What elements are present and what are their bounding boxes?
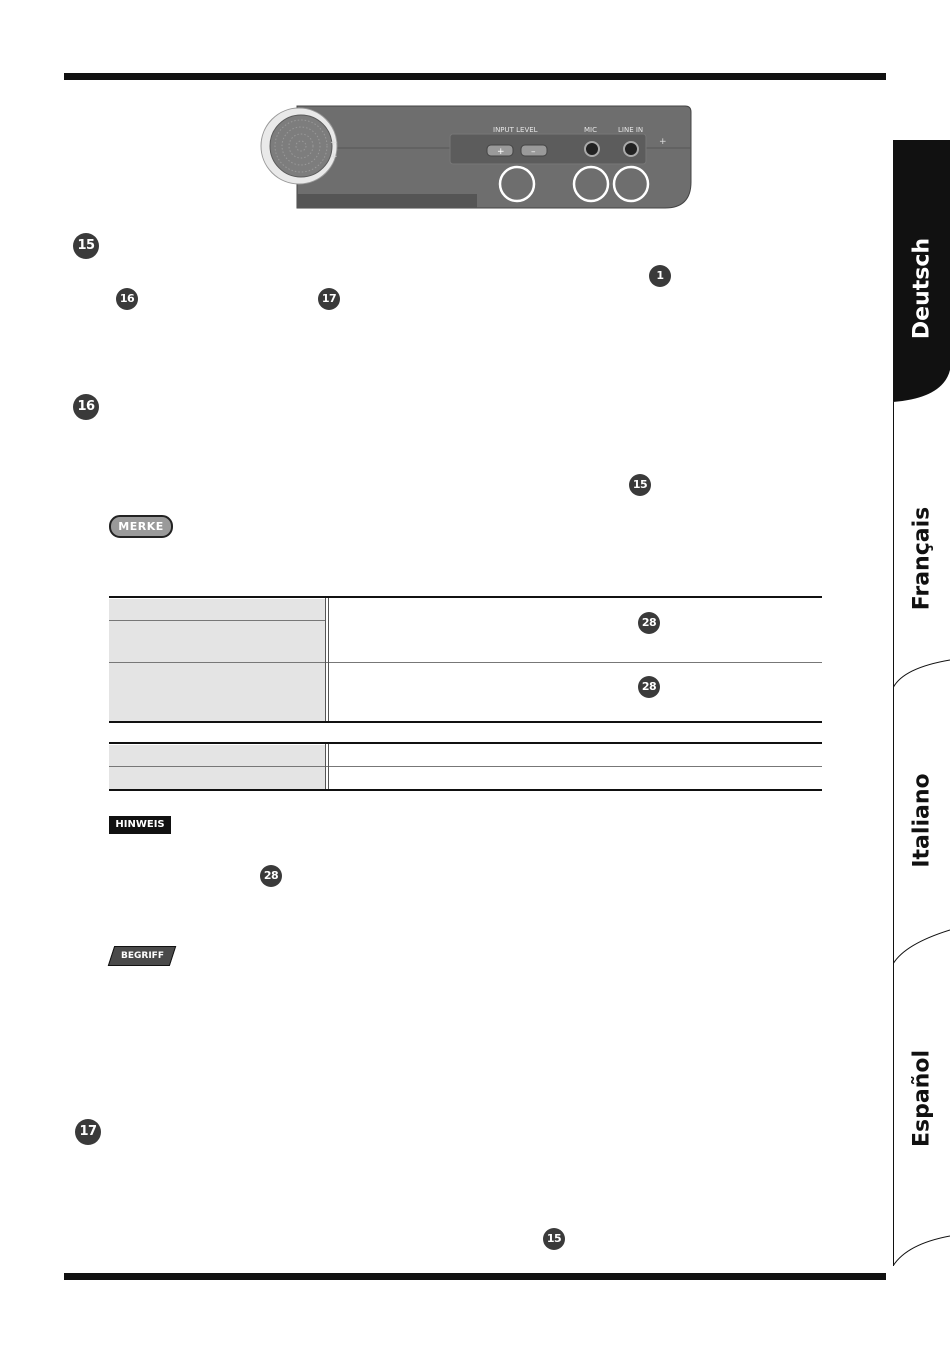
tab-francais[interactable]: Français — [909, 506, 935, 611]
tab-italiano[interactable]: Italiano — [909, 773, 935, 868]
input-level-label: INPUT LEVEL — [493, 126, 538, 134]
language-tab-column — [893, 140, 950, 1266]
callout-16-ref: 16 — [116, 288, 138, 310]
callout-17-ref: 17 — [318, 288, 340, 310]
callout-15-ref-bottom: 15 — [543, 1228, 565, 1250]
hinweis-badge: HINWEIS — [109, 816, 171, 834]
callout-28-ref-row1: 28 — [638, 612, 660, 634]
line-in-label: LINE IN — [618, 126, 644, 134]
callout-15-ref: 15 — [629, 474, 651, 496]
device-side-panel-illustration — [255, 104, 695, 214]
panel-plus-marker: + — [330, 138, 338, 148]
tab-espanol[interactable]: Español — [909, 1049, 935, 1148]
panel-plus-marker-2: + — [330, 152, 338, 162]
callout-28-ref-note: 28 — [260, 865, 282, 887]
merke-badge: MERKE — [109, 515, 173, 538]
top-rule — [64, 73, 886, 80]
begriff-badge — [108, 946, 176, 966]
callout-17-heading: 17 — [75, 1119, 101, 1145]
begriff-badge-label: BEGRIFF — [120, 951, 164, 961]
tab-deutsch[interactable]: Deutsch — [909, 237, 935, 340]
bottom-rule — [64, 1273, 886, 1280]
mic-label: MIC — [584, 126, 597, 134]
callout-28-ref-row2: 28 — [638, 676, 660, 698]
callout-15-heading: 15 — [73, 233, 99, 259]
level-minus-button-label: – — [531, 147, 536, 157]
panel-plus-marker-3: + — [659, 137, 667, 147]
callout-1-ref: 1 — [649, 265, 671, 287]
level-plus-button-label: + — [497, 147, 505, 157]
callout-16-heading: 16 — [73, 394, 99, 420]
